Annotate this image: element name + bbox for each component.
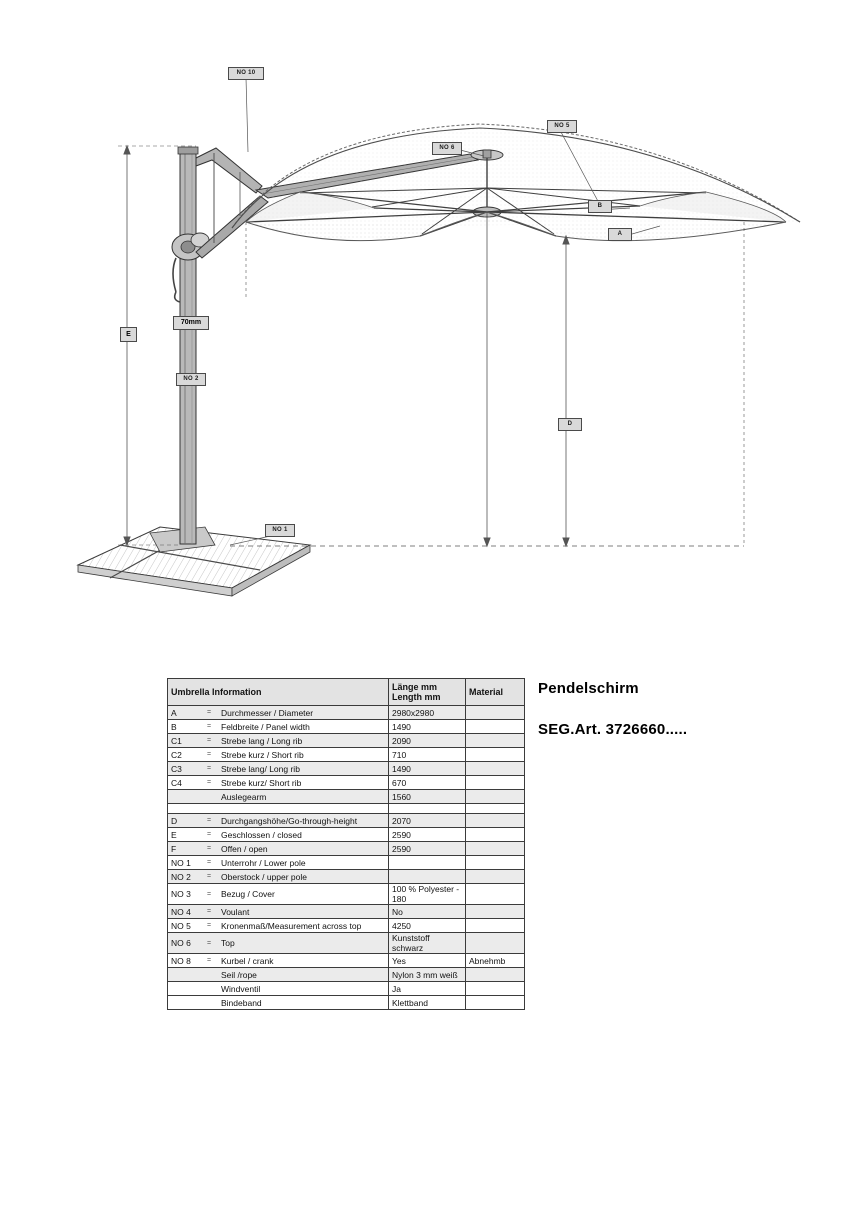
table-row	[168, 954, 525, 968]
row-length	[389, 870, 466, 884]
table-row	[168, 706, 525, 720]
row-eq: =	[200, 776, 218, 790]
header-material: Material	[466, 679, 525, 706]
row-length: Kunststoff schwarz	[389, 933, 466, 954]
title-block	[538, 680, 838, 738]
row-length: 1490	[389, 762, 466, 776]
row-length: Yes	[389, 954, 466, 968]
spacer-cell	[466, 804, 525, 814]
row-code	[168, 790, 201, 804]
row-eq: =	[200, 720, 218, 734]
row-length: No	[389, 905, 466, 919]
header-length	[389, 679, 466, 706]
callout-b: B	[588, 200, 612, 213]
row-eq: =	[200, 856, 218, 870]
callout-no2: NO 2	[176, 373, 206, 386]
row-length: Nylon 3 mm weiß	[389, 968, 466, 982]
row-eq: =	[200, 933, 218, 954]
row-name: Strebe lang / Long rib	[218, 734, 389, 748]
row-material	[466, 706, 525, 720]
row-name: Auslegearm	[218, 790, 389, 804]
row-length: 1560	[389, 790, 466, 804]
product-name: Pendelschirm	[538, 680, 639, 697]
row-length: 2090	[389, 734, 466, 748]
row-code: NO 2	[168, 870, 201, 884]
row-material	[466, 884, 525, 905]
row-material	[466, 790, 525, 804]
row-eq	[200, 982, 218, 996]
row-eq: =	[200, 905, 218, 919]
table-row	[168, 842, 525, 856]
row-name: Strebe lang/ Long rib	[218, 762, 389, 776]
table-row	[168, 856, 525, 870]
row-material	[466, 933, 525, 954]
row-material	[466, 776, 525, 790]
row-eq: =	[200, 954, 218, 968]
row-material	[466, 982, 525, 996]
row-name: Kurbel / crank	[218, 954, 389, 968]
row-eq: =	[200, 734, 218, 748]
row-code: C1	[168, 734, 201, 748]
table-row	[168, 762, 525, 776]
row-code	[168, 982, 201, 996]
row-material	[466, 842, 525, 856]
row-code: C2	[168, 748, 201, 762]
table-header-row	[168, 679, 525, 706]
row-name: Bezug / Cover	[218, 884, 389, 905]
table-row	[168, 790, 525, 804]
row-code: A	[168, 706, 201, 720]
row-material	[466, 996, 525, 1010]
table-row	[168, 748, 525, 762]
row-code: E	[168, 828, 201, 842]
row-eq	[200, 968, 218, 982]
article-number: SEG.Art. 3726660.....	[538, 721, 688, 738]
row-material	[466, 734, 525, 748]
table-row	[168, 720, 525, 734]
row-material	[466, 856, 525, 870]
header-length-line1: Länge mm	[392, 682, 438, 692]
table-row	[168, 870, 525, 884]
spacer-cell	[200, 804, 218, 814]
row-name: Durchmesser / Diameter	[218, 706, 389, 720]
row-code: D	[168, 814, 201, 828]
row-eq: =	[200, 842, 218, 856]
row-code: B	[168, 720, 201, 734]
callout-d: D	[558, 418, 582, 431]
row-eq: =	[200, 828, 218, 842]
row-name: Geschlossen / closed	[218, 828, 389, 842]
table-row	[168, 996, 525, 1010]
row-length	[389, 856, 466, 870]
row-name: Top	[218, 933, 389, 954]
row-name: Seil /rope	[218, 968, 389, 982]
row-eq	[200, 996, 218, 1010]
table-row	[168, 884, 525, 905]
row-name: Voulant	[218, 905, 389, 919]
table-row	[168, 905, 525, 919]
callout-no6: NO 6	[432, 142, 462, 155]
row-length: 710	[389, 748, 466, 762]
row-length: 670	[389, 776, 466, 790]
mast-pole	[178, 147, 198, 544]
row-material	[466, 814, 525, 828]
row-eq: =	[200, 706, 218, 720]
row-material	[466, 905, 525, 919]
callout-no1: NO 1	[265, 524, 295, 537]
row-material	[466, 720, 525, 734]
row-length: Ja	[389, 982, 466, 996]
row-material	[466, 870, 525, 884]
row-code: NO 6	[168, 933, 201, 954]
row-length: 100 % Polyester - 180	[389, 884, 466, 905]
row-length: 2070	[389, 814, 466, 828]
table-row	[168, 982, 525, 996]
row-name: Oberstock / upper pole	[218, 870, 389, 884]
row-name: Feldbreite / Panel width	[218, 720, 389, 734]
row-code: NO 5	[168, 919, 201, 933]
row-code	[168, 996, 201, 1010]
row-length: 1490	[389, 720, 466, 734]
row-eq	[200, 790, 218, 804]
row-code: NO 3	[168, 884, 201, 905]
row-length: 2590	[389, 828, 466, 842]
row-length: Klettband	[389, 996, 466, 1010]
row-eq: =	[200, 870, 218, 884]
row-eq: =	[200, 748, 218, 762]
table-spacer-row	[168, 804, 525, 814]
table-row	[168, 968, 525, 982]
row-code: C4	[168, 776, 201, 790]
row-name: Windventil	[218, 982, 389, 996]
spacer-cell	[218, 804, 389, 814]
row-code: NO 4	[168, 905, 201, 919]
row-name: Strebe kurz / Short rib	[218, 748, 389, 762]
row-length: 4250	[389, 919, 466, 933]
table-row	[168, 828, 525, 842]
table-row	[168, 919, 525, 933]
dimension-pole-diameter: 70mm	[173, 316, 209, 330]
row-name: Kronenmaß/Measurement across top	[218, 919, 389, 933]
row-name: Durchgangshöhe/Go-through-height	[218, 814, 389, 828]
row-eq: =	[200, 762, 218, 776]
row-length: 2980x2980	[389, 706, 466, 720]
row-name: Offen / open	[218, 842, 389, 856]
spacer-cell	[168, 804, 201, 814]
row-length: 2590	[389, 842, 466, 856]
table-row	[168, 776, 525, 790]
row-name: Unterrohr / Lower pole	[218, 856, 389, 870]
dimension-label-e: E	[120, 327, 137, 342]
row-code: F	[168, 842, 201, 856]
table-row	[168, 933, 525, 954]
header-title: Umbrella Information	[168, 679, 389, 706]
header-length-line2: Length mm	[392, 692, 441, 702]
callout-a: A	[608, 228, 632, 241]
spacer-cell	[389, 804, 466, 814]
row-code	[168, 968, 201, 982]
row-material	[466, 919, 525, 933]
row-code: NO 8	[168, 954, 201, 968]
row-code: NO 1	[168, 856, 201, 870]
row-material	[466, 828, 525, 842]
row-name: Bindeband	[218, 996, 389, 1010]
row-eq: =	[200, 884, 218, 905]
callout-no5: NO 5	[547, 120, 577, 133]
row-material	[466, 748, 525, 762]
row-eq: =	[200, 919, 218, 933]
table-row	[168, 814, 525, 828]
callout-no10: NO 10	[228, 67, 264, 80]
row-eq: =	[200, 814, 218, 828]
row-name: Strebe kurz/ Short rib	[218, 776, 389, 790]
row-code: C3	[168, 762, 201, 776]
table-row	[168, 734, 525, 748]
umbrella-information-table	[167, 678, 525, 1010]
row-material	[466, 968, 525, 982]
row-material: Abnehmb	[466, 954, 525, 968]
row-material	[466, 762, 525, 776]
